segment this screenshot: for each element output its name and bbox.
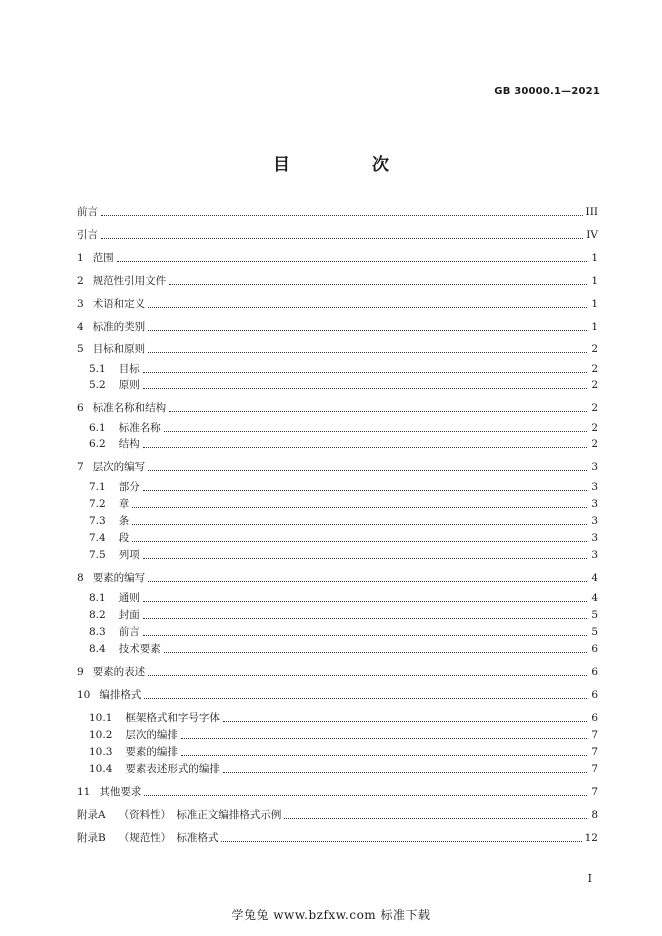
toc-entry[interactable] bbox=[89, 546, 598, 562]
toc-entry-title: 结构 bbox=[118, 438, 140, 450]
toc-entry-title: 目标和原则 bbox=[92, 343, 146, 355]
toc-dot-leader bbox=[148, 307, 587, 308]
toc-entry-number: 7.4 bbox=[89, 532, 106, 544]
toc-entry-number: 6 bbox=[77, 402, 84, 414]
toc-entry-page: 8 bbox=[591, 809, 598, 821]
toc-entry-number: 7.2 bbox=[89, 498, 106, 510]
toc-entry[interactable] bbox=[77, 340, 598, 356]
toc-entry-page: 3 bbox=[591, 515, 598, 527]
toc-entry-number: 8.2 bbox=[89, 609, 106, 621]
toc-entry-number: 11 bbox=[77, 786, 91, 798]
toc-entry[interactable] bbox=[89, 743, 598, 759]
toc-entry-number: 8.4 bbox=[89, 643, 106, 655]
toc-entry-number: 10.1 bbox=[89, 712, 113, 724]
toc-entry-title: 章 bbox=[118, 498, 130, 510]
toc-dot-leader bbox=[117, 261, 587, 262]
toc-entry-number: 7.3 bbox=[89, 515, 106, 527]
standard-number: GB 30000.1—2021 bbox=[494, 86, 600, 97]
toc-entry[interactable] bbox=[77, 829, 598, 845]
toc-dot-leader bbox=[148, 675, 587, 676]
toc-entry-number: 附录A bbox=[77, 809, 106, 821]
toc-entry-page: 5 bbox=[591, 609, 598, 621]
toc-entry-title: 引言 bbox=[77, 229, 98, 241]
toc-entry-number: 8 bbox=[77, 572, 84, 584]
toc-dot-leader bbox=[148, 470, 587, 471]
toc-entry[interactable] bbox=[77, 226, 598, 242]
toc-entry[interactable] bbox=[77, 318, 598, 334]
toc-dot-leader bbox=[181, 755, 587, 756]
toc-entry-number: 7.5 bbox=[89, 549, 106, 561]
toc-entry-page: 7 bbox=[591, 763, 598, 775]
toc-entry-title: 前言 bbox=[77, 206, 98, 218]
toc-dot-leader bbox=[148, 330, 587, 331]
toc-dot-leader bbox=[101, 238, 583, 239]
toc-entry-number: 10.2 bbox=[89, 729, 113, 741]
toc-entry[interactable] bbox=[77, 272, 598, 288]
toc-dot-leader bbox=[143, 388, 587, 389]
toc-entry[interactable] bbox=[89, 495, 598, 511]
toc-entry[interactable] bbox=[77, 663, 598, 679]
toc-entry-title: 规范性引用文件 bbox=[92, 275, 167, 287]
toc-entry[interactable] bbox=[89, 419, 598, 435]
toc-entry[interactable] bbox=[89, 512, 598, 528]
toc-entry-page: 5 bbox=[591, 626, 598, 638]
toc-dot-leader bbox=[143, 372, 587, 373]
toc-entry-page: 2 bbox=[591, 363, 598, 375]
toc-entry-title: 技术要素 bbox=[118, 643, 161, 655]
toc-entry-title: 框架格式和字号字体 bbox=[125, 712, 220, 724]
toc-dot-leader bbox=[132, 524, 587, 525]
toc-entry-title: 原则 bbox=[118, 379, 140, 391]
toc-entry-page: 1 bbox=[591, 252, 598, 264]
toc-entry-number: 4 bbox=[77, 321, 84, 333]
toc-dot-leader bbox=[132, 541, 587, 542]
toc-entry-number: 9 bbox=[77, 666, 84, 678]
toc-entry-title: 范围 bbox=[92, 252, 114, 264]
toc-entry-title: 标准的类别 bbox=[92, 321, 146, 333]
toc-dot-leader bbox=[143, 447, 587, 448]
toc-entry-number: 5.2 bbox=[89, 379, 106, 391]
toc-entry-title: （资料性） 标准正文编排格式示例 bbox=[118, 809, 282, 821]
toc-entry[interactable] bbox=[89, 606, 598, 622]
toc-entry[interactable] bbox=[89, 640, 598, 656]
toc-dot-leader bbox=[148, 581, 587, 582]
page-number: I bbox=[587, 872, 592, 885]
toc-entry-page: 7 bbox=[591, 786, 598, 798]
toc-dot-leader bbox=[223, 721, 587, 722]
toc-entry[interactable] bbox=[77, 783, 598, 799]
toc-entry-title: 要素表述形式的编排 bbox=[125, 763, 220, 775]
toc-entry-title: 标准名称和结构 bbox=[92, 402, 167, 414]
toc-entry[interactable] bbox=[77, 458, 598, 474]
toc-entry-number: 10.3 bbox=[89, 746, 113, 758]
toc-entry-page: IV bbox=[586, 229, 598, 241]
toc-entry-page: 6 bbox=[591, 712, 598, 724]
toc-entry-title: 要素的编写 bbox=[92, 572, 146, 584]
toc-entry-number: 5.1 bbox=[89, 363, 106, 375]
footer-watermark: 学兔兔 www.bzfxw.com 标准下载 bbox=[231, 908, 431, 922]
toc-entry-number: 1 bbox=[77, 252, 84, 264]
toc-entry-page: 4 bbox=[591, 572, 598, 584]
toc-entry-title: 前言 bbox=[118, 626, 140, 638]
toc-entry-number: 附录B bbox=[77, 832, 106, 844]
toc-entry-number: 10.4 bbox=[89, 763, 113, 775]
toc-dot-leader bbox=[143, 490, 587, 491]
toc-dot-leader bbox=[284, 818, 587, 819]
toc-entry-title: （规范性） 标准格式 bbox=[118, 832, 219, 844]
toc-dot-leader bbox=[164, 652, 587, 653]
toc-entry-title: 段 bbox=[118, 532, 130, 544]
toc-entry-page: 2 bbox=[591, 438, 598, 450]
toc-entry-title: 要素的编排 bbox=[125, 746, 178, 758]
toc-entry-page: 6 bbox=[591, 666, 598, 678]
toc-entry-page: 2 bbox=[591, 379, 598, 391]
toc-entry[interactable] bbox=[77, 295, 598, 311]
toc-entry-page: 2 bbox=[591, 343, 598, 355]
toc-entry[interactable] bbox=[77, 686, 598, 702]
toc-dot-leader bbox=[148, 352, 587, 353]
toc-entry-page: 3 bbox=[591, 481, 598, 493]
toc-entry[interactable] bbox=[89, 478, 598, 494]
toc-entry-page: 6 bbox=[591, 643, 598, 655]
toc-entry-title: 封面 bbox=[118, 609, 140, 621]
toc-entry-number: 5 bbox=[77, 343, 84, 355]
toc-entry-page: 1 bbox=[591, 321, 598, 333]
toc-entry[interactable] bbox=[89, 435, 598, 451]
toc-entry-page: 2 bbox=[591, 422, 598, 434]
toc-dot-leader bbox=[143, 601, 587, 602]
toc-entry-number: 6.1 bbox=[89, 422, 106, 434]
toc-entry[interactable] bbox=[89, 529, 598, 545]
toc-entry-page: 3 bbox=[591, 549, 598, 561]
toc-dot-leader bbox=[181, 738, 587, 739]
toc-dot-leader bbox=[169, 411, 587, 412]
toc-dot-leader bbox=[169, 284, 587, 285]
toc-dot-leader bbox=[143, 558, 587, 559]
toc-dot-leader bbox=[221, 841, 581, 842]
toc-dot-leader bbox=[223, 772, 587, 773]
toc-entry-page: 1 bbox=[591, 275, 598, 287]
toc-entry-title: 通则 bbox=[118, 592, 140, 604]
toc-entry-title: 层次的编排 bbox=[125, 729, 178, 741]
toc-entry[interactable] bbox=[77, 399, 598, 415]
toc-entry[interactable] bbox=[89, 589, 598, 605]
toc-entry-page: 7 bbox=[591, 746, 598, 758]
toc-entry[interactable] bbox=[77, 806, 598, 822]
toc-entry-title: 要素的表述 bbox=[92, 666, 146, 678]
toc-entry-title: 部分 bbox=[118, 481, 140, 493]
toc-entry-number: 7.1 bbox=[89, 481, 106, 493]
toc-title: 目 次 bbox=[273, 155, 427, 175]
toc-entry-page: 6 bbox=[591, 689, 598, 701]
toc-entry-title: 标准名称 bbox=[118, 422, 161, 434]
toc-entry-page: 4 bbox=[591, 592, 598, 604]
toc-entry-title: 条 bbox=[118, 515, 130, 527]
toc-entry[interactable] bbox=[89, 376, 598, 392]
toc-dot-leader bbox=[101, 215, 583, 216]
toc-dot-leader bbox=[144, 698, 587, 699]
toc-entry[interactable] bbox=[89, 360, 598, 376]
toc-entry-page: 3 bbox=[591, 498, 598, 510]
toc-entry-page: 12 bbox=[584, 832, 598, 844]
toc-entry-page: 3 bbox=[591, 532, 598, 544]
toc-entry-title: 目标 bbox=[118, 363, 140, 375]
toc-entry-title: 其他要求 bbox=[99, 786, 142, 798]
toc-entry-page: 3 bbox=[591, 461, 598, 473]
toc-dot-leader bbox=[164, 431, 587, 432]
toc-entry-number: 6.2 bbox=[89, 438, 106, 450]
toc-entry-title: 层次的编写 bbox=[92, 461, 146, 473]
toc-entry-number: 3 bbox=[77, 298, 84, 310]
toc-entry-page: 7 bbox=[591, 729, 598, 741]
toc-entry[interactable] bbox=[77, 249, 598, 265]
toc-entry-page: III bbox=[585, 206, 598, 218]
toc-entry-number: 8.1 bbox=[89, 592, 106, 604]
toc-entry-number: 7 bbox=[77, 461, 84, 473]
toc-entry-number: 8.3 bbox=[89, 626, 106, 638]
toc-entry[interactable] bbox=[89, 709, 598, 725]
toc-entry[interactable] bbox=[89, 726, 598, 742]
toc-entry-number: 2 bbox=[77, 275, 84, 287]
toc-entry-number: 10 bbox=[77, 689, 91, 701]
toc-entry-title: 编排格式 bbox=[99, 689, 142, 701]
toc-entry-title: 术语和定义 bbox=[92, 298, 146, 310]
toc-entry[interactable] bbox=[89, 623, 598, 639]
toc-entry-page: 1 bbox=[591, 298, 598, 310]
toc-dot-leader bbox=[132, 507, 587, 508]
toc-entry-page: 2 bbox=[591, 402, 598, 414]
toc-entry[interactable] bbox=[77, 203, 598, 219]
toc-entry[interactable] bbox=[77, 569, 598, 585]
toc-dot-leader bbox=[143, 635, 587, 636]
toc-dot-leader bbox=[143, 618, 587, 619]
toc-entry-title: 列项 bbox=[118, 549, 140, 561]
toc-dot-leader bbox=[144, 795, 587, 796]
toc-entry[interactable] bbox=[89, 760, 598, 776]
